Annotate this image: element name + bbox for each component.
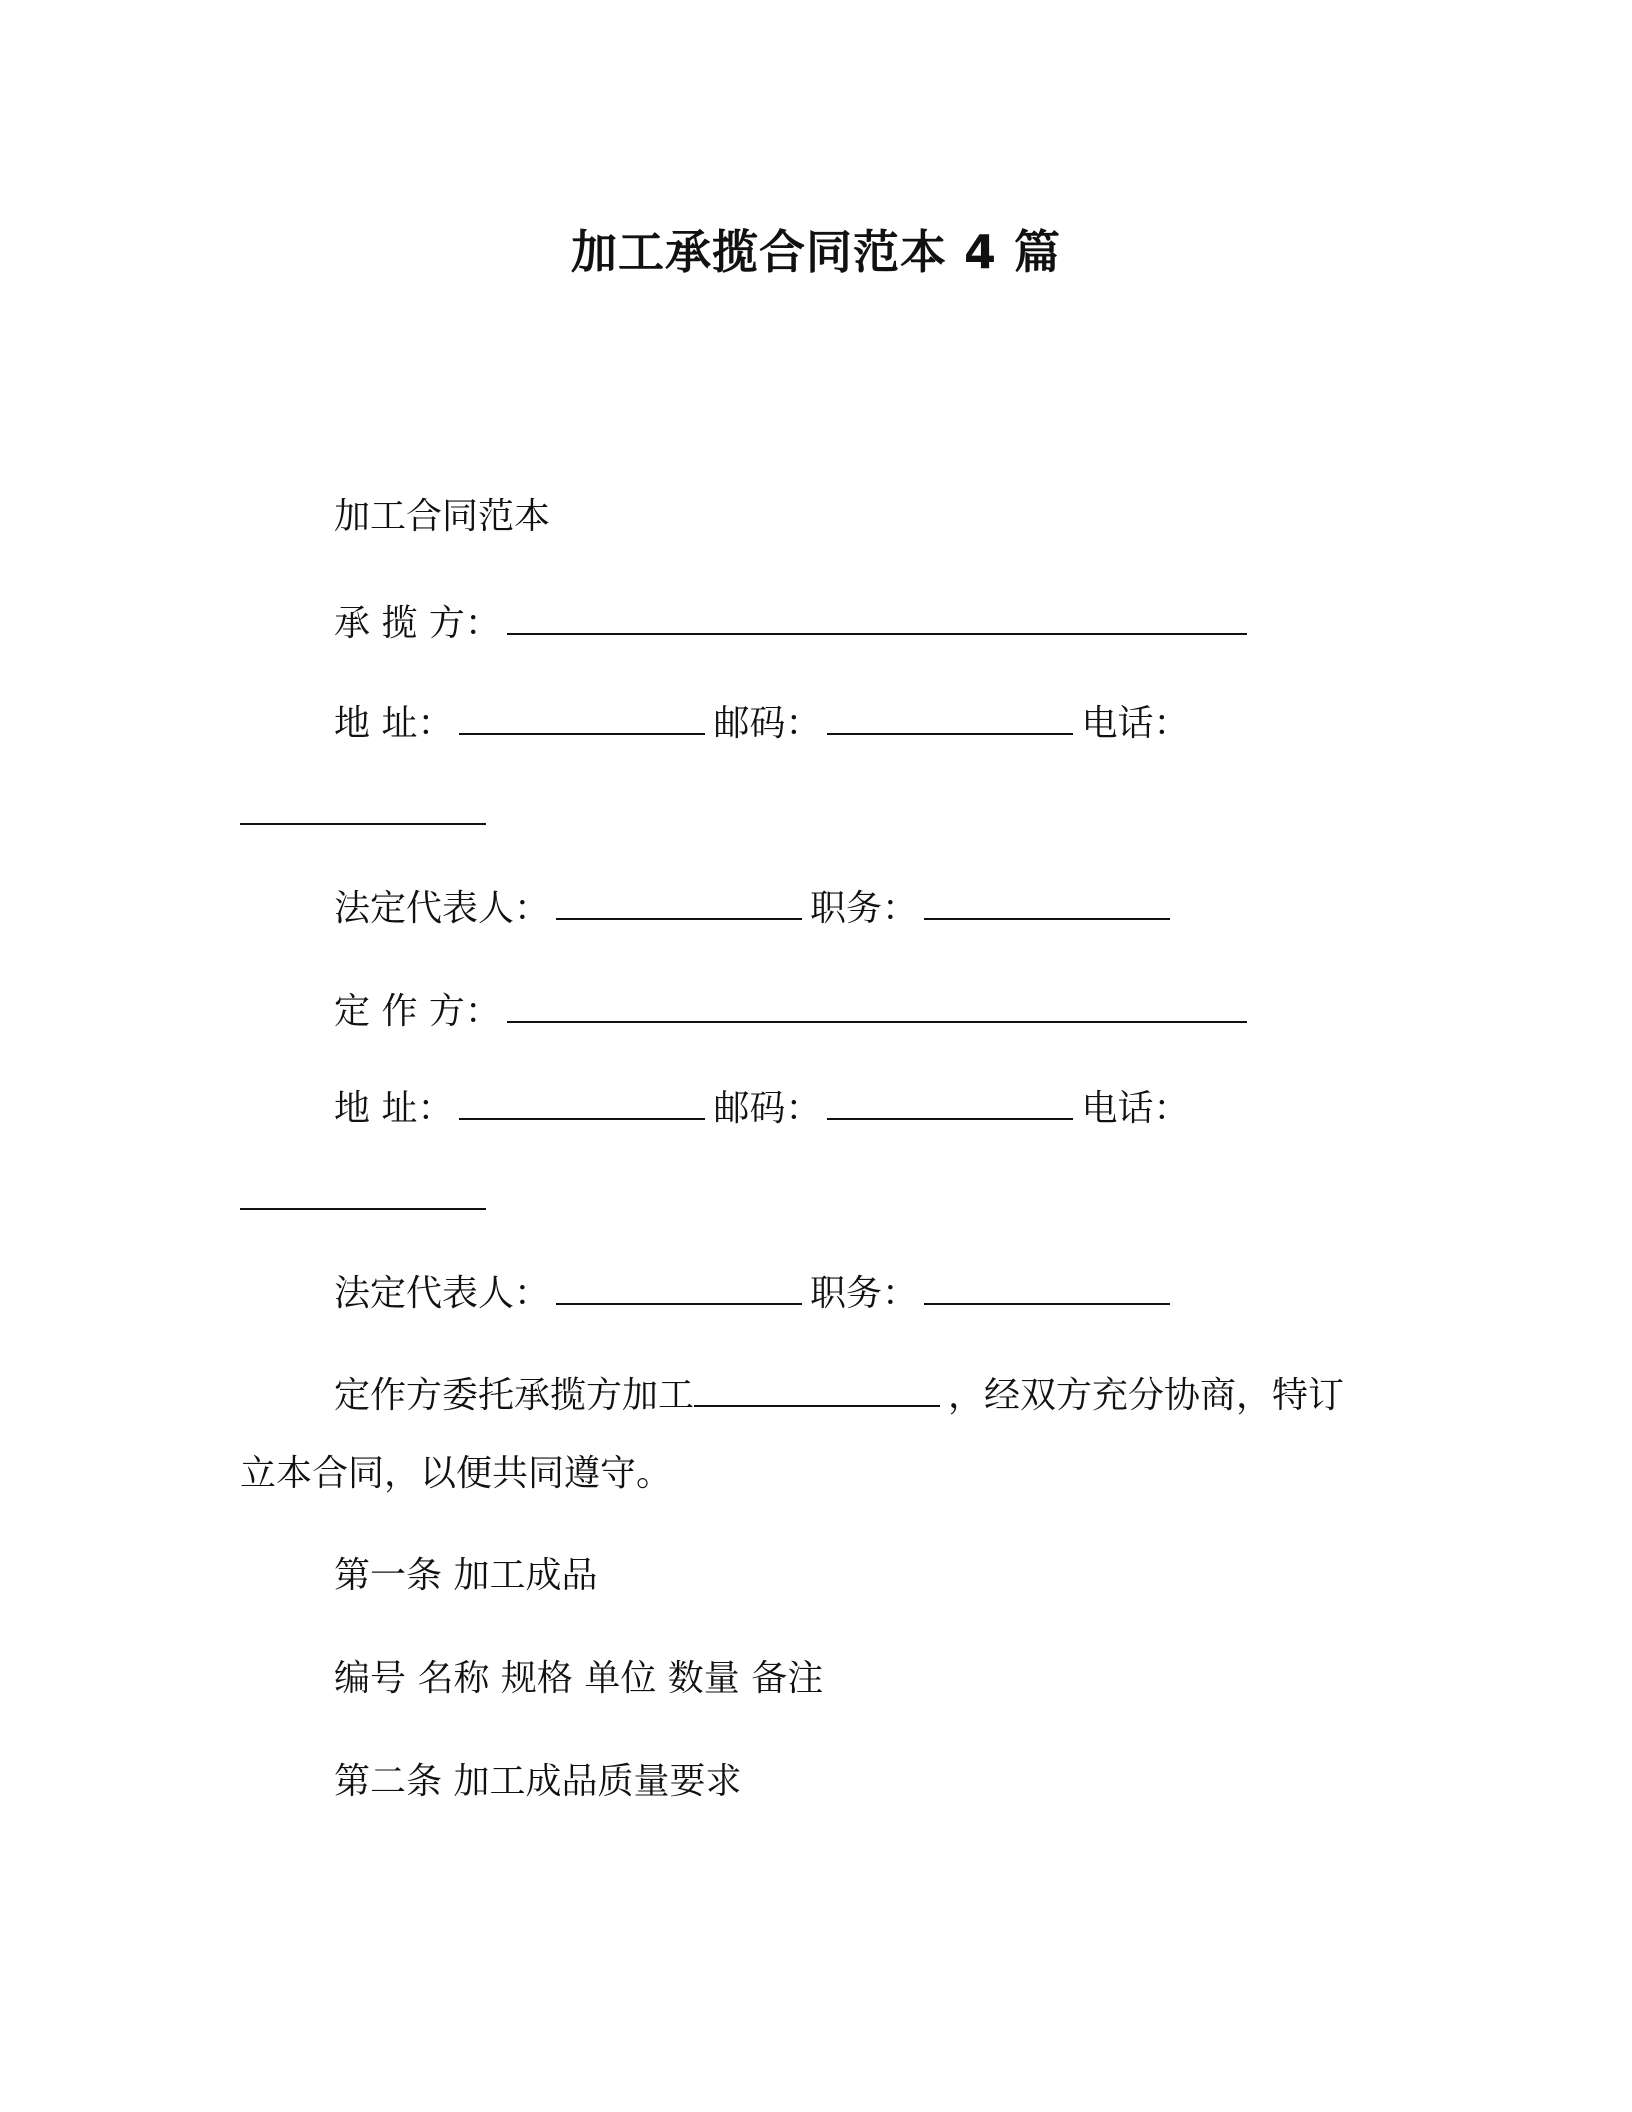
- client-address-line: [334, 1085, 1189, 1133]
- intro-text-2: ，经双方充分协商，特订: [948, 1375, 1345, 1416]
- client-party-label: 定 作 方：: [334, 991, 501, 1032]
- client-rep-label: 法定代表人：: [334, 1273, 551, 1314]
- contractor-rep-label: 法定代表人：: [334, 888, 551, 929]
- intro-text-1: 定作方委托承揽方加工: [334, 1375, 695, 1416]
- contractor-rep-blank: [556, 888, 802, 920]
- contractor-position-label: 职务：: [810, 888, 919, 929]
- client-party-line: [334, 988, 1255, 1036]
- client-address-label: 地 址：: [334, 1088, 454, 1129]
- contractor-phone-line: [240, 790, 494, 838]
- client-postcode-blank: [827, 1088, 1073, 1120]
- intro-paragraph-line1: [334, 1372, 1344, 1420]
- contractor-phone-label: 电话：: [1081, 703, 1190, 744]
- processing-item-blank: [694, 1375, 940, 1407]
- client-phone-line: [240, 1175, 494, 1223]
- client-rep-line: [334, 1270, 1178, 1318]
- contractor-phone-blank: [240, 793, 486, 825]
- contractor-rep-line: [334, 885, 1178, 933]
- article-1-title: 第一条 加工成品: [334, 1555, 598, 1596]
- contractor-party-label: 承 揽 方：: [334, 603, 501, 644]
- contractor-address-line: [334, 700, 1189, 748]
- contractor-party-line: [334, 600, 1255, 648]
- contractor-position-blank: [924, 888, 1170, 920]
- contractor-name-blank: [507, 603, 1247, 635]
- client-position-blank: [924, 1273, 1170, 1305]
- client-name-blank: [507, 991, 1247, 1023]
- intro-paragraph-line2: 立本合同，以便共同遵守。: [240, 1453, 673, 1494]
- contractor-address-label: 地 址：: [334, 703, 454, 744]
- client-phone-label: 电话：: [1081, 1088, 1190, 1129]
- article-2-title: 第二条 加工成品质量要求: [334, 1761, 742, 1802]
- client-rep-blank: [556, 1273, 802, 1305]
- contractor-postcode-label: 邮码：: [713, 703, 822, 744]
- client-postcode-label: 邮码：: [713, 1088, 822, 1129]
- contractor-postcode-blank: [827, 703, 1073, 735]
- client-phone-blank: [240, 1178, 486, 1210]
- section-heading: 加工合同范本: [334, 496, 551, 537]
- contractor-address-blank: [459, 703, 705, 735]
- document-title: 加工承揽合同范本 4 篇: [570, 225, 1062, 279]
- article-1-columns: 编号 名称 规格 单位 数量 备注: [334, 1658, 824, 1699]
- client-address-blank: [459, 1088, 705, 1120]
- client-position-label: 职务：: [810, 1273, 919, 1314]
